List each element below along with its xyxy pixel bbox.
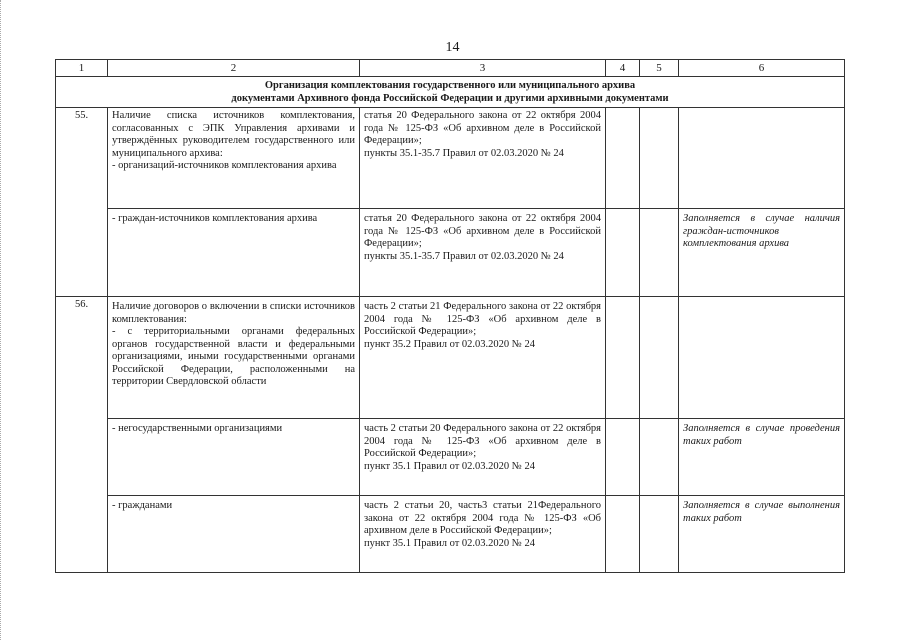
legal-basis-text: статья 20 Федерального закона от 22 октября 2004 года № 125-ФЗ «Об архивном деле в Российской Федерации»; пункты 35.1-35.7 Правил от 02.03.2020 № 24 (360, 209, 606, 297)
note-text: Заполняется в случае проведения таких работ (679, 419, 845, 496)
empty-cell (606, 297, 640, 419)
section-title-line: Организация комплектования государственного или муниципального архива (264, 80, 636, 91)
empty-cell (606, 496, 640, 573)
page-number: 14 (445, 40, 460, 55)
requirement-text: Наличие списка источников комплектования, согласованных с ЭПК Управления архивами и утверждённых руководителем государственного или муниципального архива: - организаций-источников комплектования архива (108, 108, 360, 209)
section-header-row (56, 77, 845, 108)
empty-cell (640, 419, 679, 496)
empty-cell (640, 108, 679, 209)
empty-cell (606, 108, 640, 209)
table-row (56, 209, 845, 297)
note-text (679, 108, 845, 209)
legal-basis-text: часть 2 статьи 20, часть3 статьи 21Федерального закона от 22 октября 2004 года № 125-ФЗ «Об архивном деле в Российской Федерации»; пункт 35.1 Правил от 02.03.2020 № 24 (360, 496, 606, 573)
column-header: 2 (108, 60, 360, 77)
empty-cell (606, 419, 640, 496)
requirement-text: - негосударственными организациями (108, 419, 360, 496)
column-header: 6 (679, 60, 845, 77)
requirement-text: Наличие договоров о включении в списки источников комплектования: - с территориальными органами федеральных органов государственной власти и федеральными организациями, иными государственными органами Российской Федерации, расположенными на территории Свердловской области (108, 297, 360, 419)
requirement-text: - граждан-источников комплектования архива (108, 209, 360, 297)
requirement-text: - гражданами (108, 496, 360, 573)
empty-cell (640, 496, 679, 573)
note-text: Заполняется в случае выполнения таких работ (679, 496, 845, 573)
legal-basis-text: статья 20 Федерального закона от 22 октября 2004 года № 125-ФЗ «Об архивном деле в Российской Федерации»; пункты 35.1-35.7 Правил от 02.03.2020 № 24 (360, 108, 606, 209)
section-title (56, 77, 845, 108)
column-header: 3 (360, 60, 606, 77)
table-row (56, 496, 845, 573)
row-number: 56. (56, 297, 108, 573)
legal-basis-text: часть 2 статьи 20 Федерального закона от 22 октября 2004 года № 125-ФЗ «Об архивном деле в Российской Федерации»; пункт 35.1 Правил от 02.03.2020 № 24 (360, 419, 606, 496)
note-text: Заполняется в случае наличия граждан-источников комплектования архива (679, 209, 845, 297)
note-text (679, 297, 845, 419)
column-number-row (56, 60, 845, 77)
table-row (56, 297, 845, 419)
column-header: 4 (606, 60, 640, 77)
row-number: 55. (56, 108, 108, 297)
table-row (56, 108, 845, 209)
legal-basis-text: часть 2 статьи 21 Федерального закона от 22 октября 2004 года № 125-ФЗ «Об архивном деле в Российской Федерации»; пункт 35.2 Правил от 02.03.2020 № 24 (360, 297, 606, 419)
column-header: 1 (56, 60, 108, 77)
table-row (56, 419, 845, 496)
column-header: 5 (640, 60, 679, 77)
empty-cell (606, 209, 640, 297)
empty-cell (640, 297, 679, 419)
scan-edge (0, 0, 4, 640)
requirements-table (55, 59, 845, 573)
section-title-line: документами Архивного фонда Российской Федерации и другими архивными документами (231, 93, 669, 104)
empty-cell (640, 209, 679, 297)
